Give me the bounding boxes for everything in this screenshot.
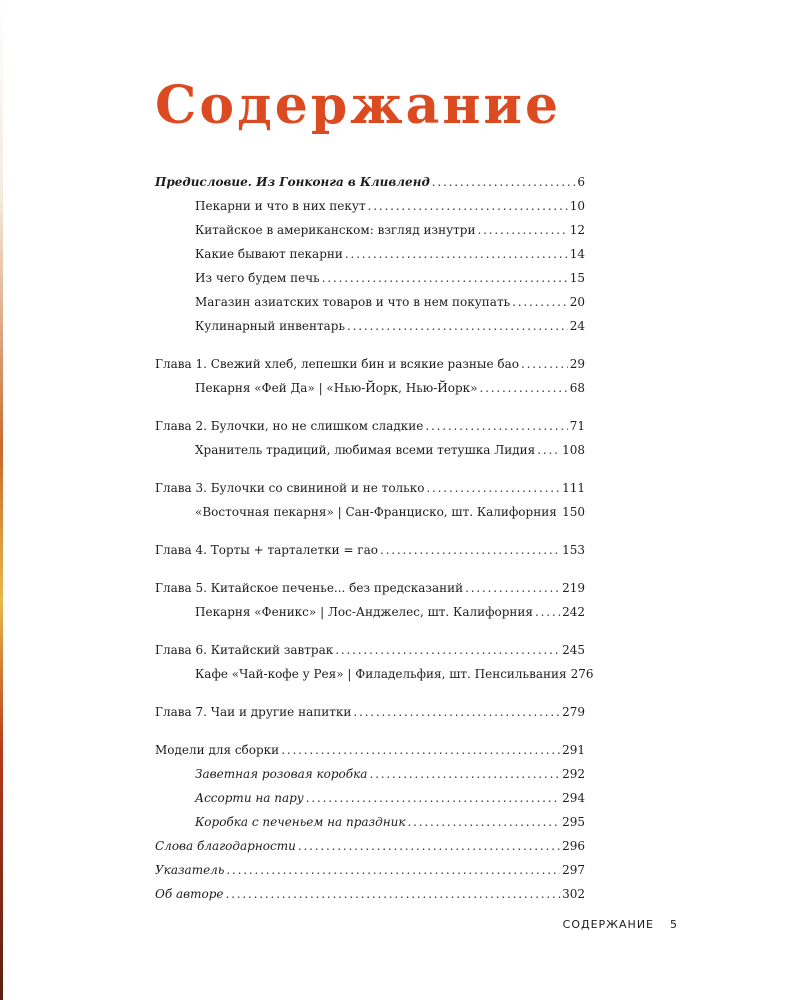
leader-dots	[408, 810, 561, 834]
toc-entry[interactable]	[155, 194, 585, 218]
page-footer	[563, 918, 678, 931]
toc-entry-page: 71	[569, 419, 585, 433]
toc-entry-label: Глава 4. Торты + тарталетки = гао	[155, 543, 378, 557]
toc-entry-page: 15	[569, 271, 585, 285]
toc-entry-page: 219	[562, 581, 585, 595]
toc-entry-page: 12	[569, 223, 585, 237]
toc-entry-label: Модели для сборки	[155, 743, 280, 757]
toc-entry-label: Глава 7. Чаи и другие напитки	[155, 705, 352, 719]
toc-entry-chapter-2[interactable]	[155, 414, 585, 438]
toc-entry-page: 291	[562, 743, 585, 757]
toc-entry-label: Из чего будем печь	[195, 271, 320, 285]
toc-entry[interactable]	[155, 500, 585, 524]
toc-entry-page: 153	[562, 543, 585, 557]
leader-dots	[465, 576, 560, 600]
leader-dots	[368, 194, 568, 218]
leader-dots	[347, 314, 568, 338]
toc-entry-page: 302	[562, 887, 585, 901]
toc-entry-label: Предисловие. Из Гонконга в Кливленд	[155, 175, 430, 189]
toc-entry-label: Китайское в американском: взгляд изнутри	[195, 223, 476, 237]
toc-entry-chapter-3[interactable]	[155, 476, 585, 500]
toc-entry[interactable]	[155, 600, 585, 624]
leader-dots	[335, 638, 560, 662]
toc-entry-preface[interactable]	[155, 170, 585, 194]
leader-dots	[477, 218, 567, 242]
toc-entry[interactable]	[155, 762, 585, 786]
toc-entry-label: Кафе «Чай-кофе у Рея» | Филадельфия, шт. Пенсильвания	[195, 667, 567, 681]
toc-entry-page: 10	[569, 199, 585, 213]
toc-entry-chapter-5[interactable]	[155, 576, 585, 600]
toc-entry-label: «Восточная пекарня» | Сан-Франциско, шт. Калифорния	[195, 505, 557, 519]
leader-dots	[432, 170, 576, 194]
toc-entry-models[interactable]	[155, 738, 585, 762]
toc-entry[interactable]	[155, 438, 585, 462]
toc-entry-label: Заветная розовая коробка	[195, 767, 368, 781]
leader-dots	[322, 266, 568, 290]
leader-dots	[353, 700, 560, 724]
toc-entry-label: Об авторе	[155, 887, 224, 901]
toc-entry[interactable]	[155, 314, 585, 338]
toc-entry-chapter-7[interactable]	[155, 700, 585, 724]
toc-entry-page: 111	[562, 481, 585, 495]
toc-entry-page: 276	[570, 667, 594, 681]
leader-dots	[512, 290, 568, 314]
toc-entry-chapter-6[interactable]	[155, 638, 585, 662]
leader-dots	[535, 600, 560, 624]
toc-entry-label: Ассорти на пару	[195, 791, 304, 805]
page-edge-decoration	[0, 0, 3, 1000]
toc-entry-about-author[interactable]	[155, 882, 585, 906]
toc-entry[interactable]	[155, 290, 585, 314]
toc-entry-label: Пекарни и что в них пекут	[195, 199, 366, 213]
toc-entry-label: Глава 5. Китайское печенье... без предсказаний	[155, 581, 464, 595]
toc-entry-page: 150	[562, 505, 585, 519]
toc-entry-page: 297	[562, 863, 585, 877]
toc-entry-label: Глава 3. Булочки со свининой и не только	[155, 481, 425, 495]
leader-dots	[426, 476, 560, 500]
toc-entry-page: 294	[562, 791, 585, 805]
toc-entry[interactable]	[155, 662, 594, 686]
toc-entry-chapter-4[interactable]	[155, 538, 585, 562]
toc-entry-page: 68	[569, 381, 585, 395]
leader-dots	[521, 352, 568, 376]
page-title: Содержание	[155, 75, 562, 136]
leader-dots	[226, 858, 560, 882]
leader-dots	[479, 376, 567, 400]
toc-entry[interactable]	[155, 786, 585, 810]
leader-dots	[281, 738, 560, 762]
toc-entry-page: 279	[562, 705, 585, 719]
toc-entry[interactable]	[155, 242, 585, 266]
toc-entry-index[interactable]	[155, 858, 585, 882]
toc-entry-page: 292	[562, 767, 585, 781]
toc-entry-label: Глава 2. Булочки, но не слишком сладкие	[155, 419, 424, 433]
toc-entry-label: Глава 6. Китайский завтрак	[155, 643, 334, 657]
toc-entry-page: 24	[569, 319, 585, 333]
leader-dots	[537, 438, 560, 462]
toc-entry-label: Коробка с печеньем на праздник	[195, 815, 406, 829]
toc-entry-page: 20	[569, 295, 585, 309]
toc-entry-label: Кулинарный инвентарь	[195, 319, 346, 333]
toc-entry[interactable]	[155, 810, 585, 834]
toc-entry-label: Глава 1. Свежий хлеб, лепешки бин и всякие разные бао	[155, 357, 519, 371]
toc-entry-label: Хранитель традиций, любимая всеми тетушка Лидия	[195, 443, 536, 457]
toc-entry-page: 108	[562, 443, 585, 457]
toc-entry[interactable]	[155, 218, 585, 242]
leader-dots	[369, 762, 560, 786]
toc-entry-page: 6	[577, 175, 585, 189]
toc-entry-chapter-1[interactable]	[155, 352, 585, 376]
toc-entry-page: 29	[569, 357, 585, 371]
leader-dots	[306, 786, 560, 810]
toc-entry-page: 296	[562, 839, 585, 853]
leader-dots	[298, 834, 560, 858]
toc-entry-page: 242	[562, 605, 585, 619]
toc-entry-label: Указатель	[155, 863, 225, 877]
toc-entry[interactable]	[155, 376, 585, 400]
toc-entry-label: Пекарня «Феникс» | Лос-Анджелес, шт. Калифорния	[195, 605, 533, 619]
table-of-contents	[155, 170, 594, 906]
leader-dots	[559, 500, 560, 524]
toc-entry-page: 14	[569, 247, 585, 261]
leader-dots	[425, 414, 567, 438]
leader-dots	[345, 242, 568, 266]
toc-entry-label: Какие бывают пекарни	[195, 247, 343, 261]
toc-entry-acknowledgements[interactable]	[155, 834, 585, 858]
leader-dots	[380, 538, 560, 562]
toc-entry-label: Пекарня «Фей Да» | «Нью-Йорк, Нью-Йорк»	[195, 381, 478, 395]
toc-entry-label: Магазин азиатских товаров и что в нем покупать	[195, 295, 511, 309]
toc-entry[interactable]	[155, 266, 585, 290]
toc-entry-page: 295	[562, 815, 585, 829]
toc-entry-label: Слова благодарности	[155, 839, 296, 853]
footer-section-title: СОДЕРЖАНИЕ	[562, 918, 654, 931]
leader-dots	[226, 882, 561, 906]
toc-entry-page: 245	[562, 643, 585, 657]
footer-page-number: 5	[670, 918, 678, 931]
